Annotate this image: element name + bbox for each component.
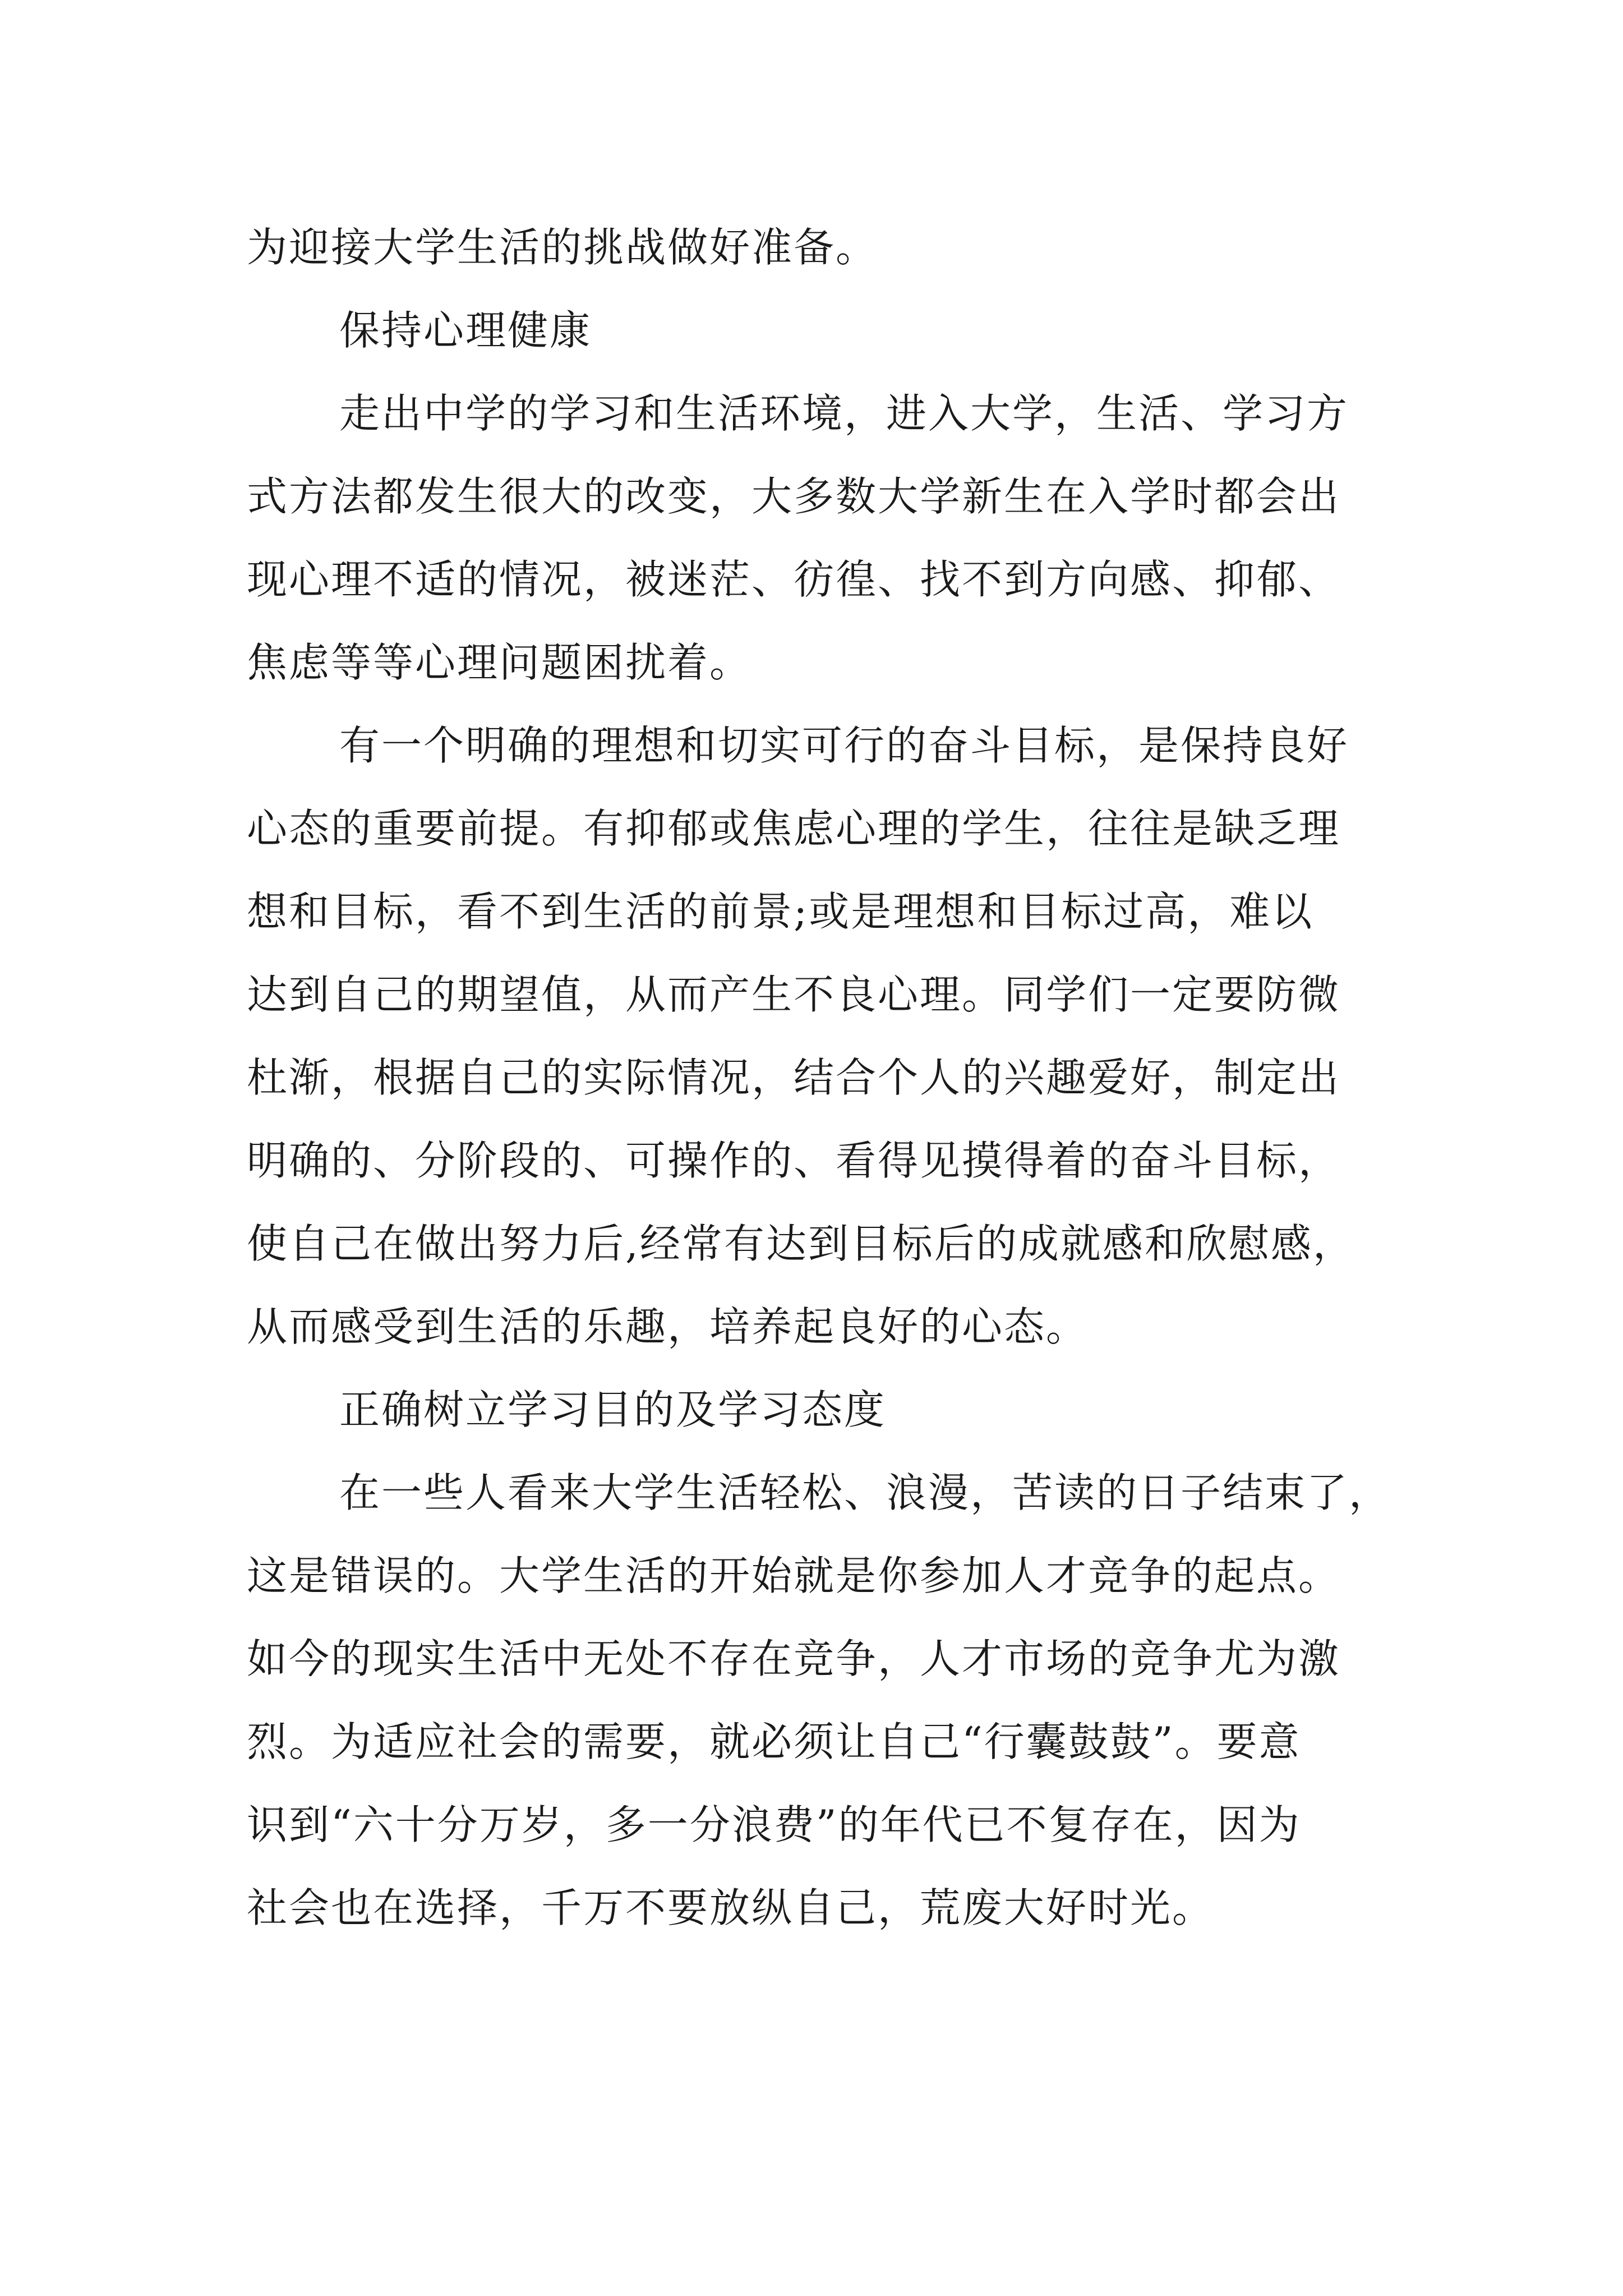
text-line: 从而感受到生活的乐趣，培养起良好的心态。 [247, 1303, 1089, 1350]
section-heading: 保持心理健康 [339, 307, 592, 354]
document-body [247, 206, 1424, 1949]
text-line: 焦虑等等心理问题困扰着。 [247, 639, 752, 686]
text-line: 达到自己的期望值，从而产生不良心理。同学们一定要防微 [247, 971, 1341, 1018]
text-line: 如今的现实生活中无处不存在竞争，人才市场的竞争尤为激 [247, 1635, 1341, 1682]
text-line: 这是错误的。大学生活的开始就是你参加人才竞争的起点。 [247, 1552, 1341, 1599]
text-line: 为迎接大学生活的挑战做好准备。 [247, 224, 878, 271]
text-line: 烈。为适应社会的需要，就必须让自己“行囊鼓鼓”。要意 [247, 1718, 1301, 1765]
paragraph-first-line: 走出中学的学习和生活环境，进入大学，生活、学习方 [339, 390, 1349, 437]
text-line: 明确的、分阶段的、可操作的、看得见摸得着的奋斗目标， [247, 1137, 1341, 1184]
text-line: 想和目标，看不到生活的前景;或是理想和目标过高，难以 [247, 888, 1314, 935]
text-line: 杜渐，根据自己的实际情况，结合个人的兴趣爱好，制定出 [247, 1054, 1341, 1101]
text-line: 社会也在选择，千万不要放纵自己，荒废大好时光。 [247, 1884, 1215, 1931]
text-line: 识到“六十分万岁，多一分浪费”的年代已不复存在，因为 [247, 1801, 1301, 1848]
text-line: 心态的重要前提。有抑郁或焦虑心理的学生，往往是缺乏理 [247, 805, 1341, 852]
text-line: 式方法都发生很大的改变，大多数大学新生在入学时都会出 [247, 473, 1341, 520]
text-line: 现心理不适的情况，被迷茫、彷徨、找不到方向感、抑郁、 [247, 556, 1341, 603]
text-line: 使自己在做出努力后,经常有达到目标后的成就感和欣慰感， [247, 1220, 1355, 1267]
paragraph-first-line: 在一些人看来大学生活轻松、浪漫，苦读的日子结束了， [339, 1469, 1391, 1516]
section-heading: 正确树立学习目的及学习态度 [339, 1386, 887, 1433]
paragraph-first-line: 有一个明确的理想和切实可行的奋斗目标，是保持良好 [339, 722, 1349, 769]
